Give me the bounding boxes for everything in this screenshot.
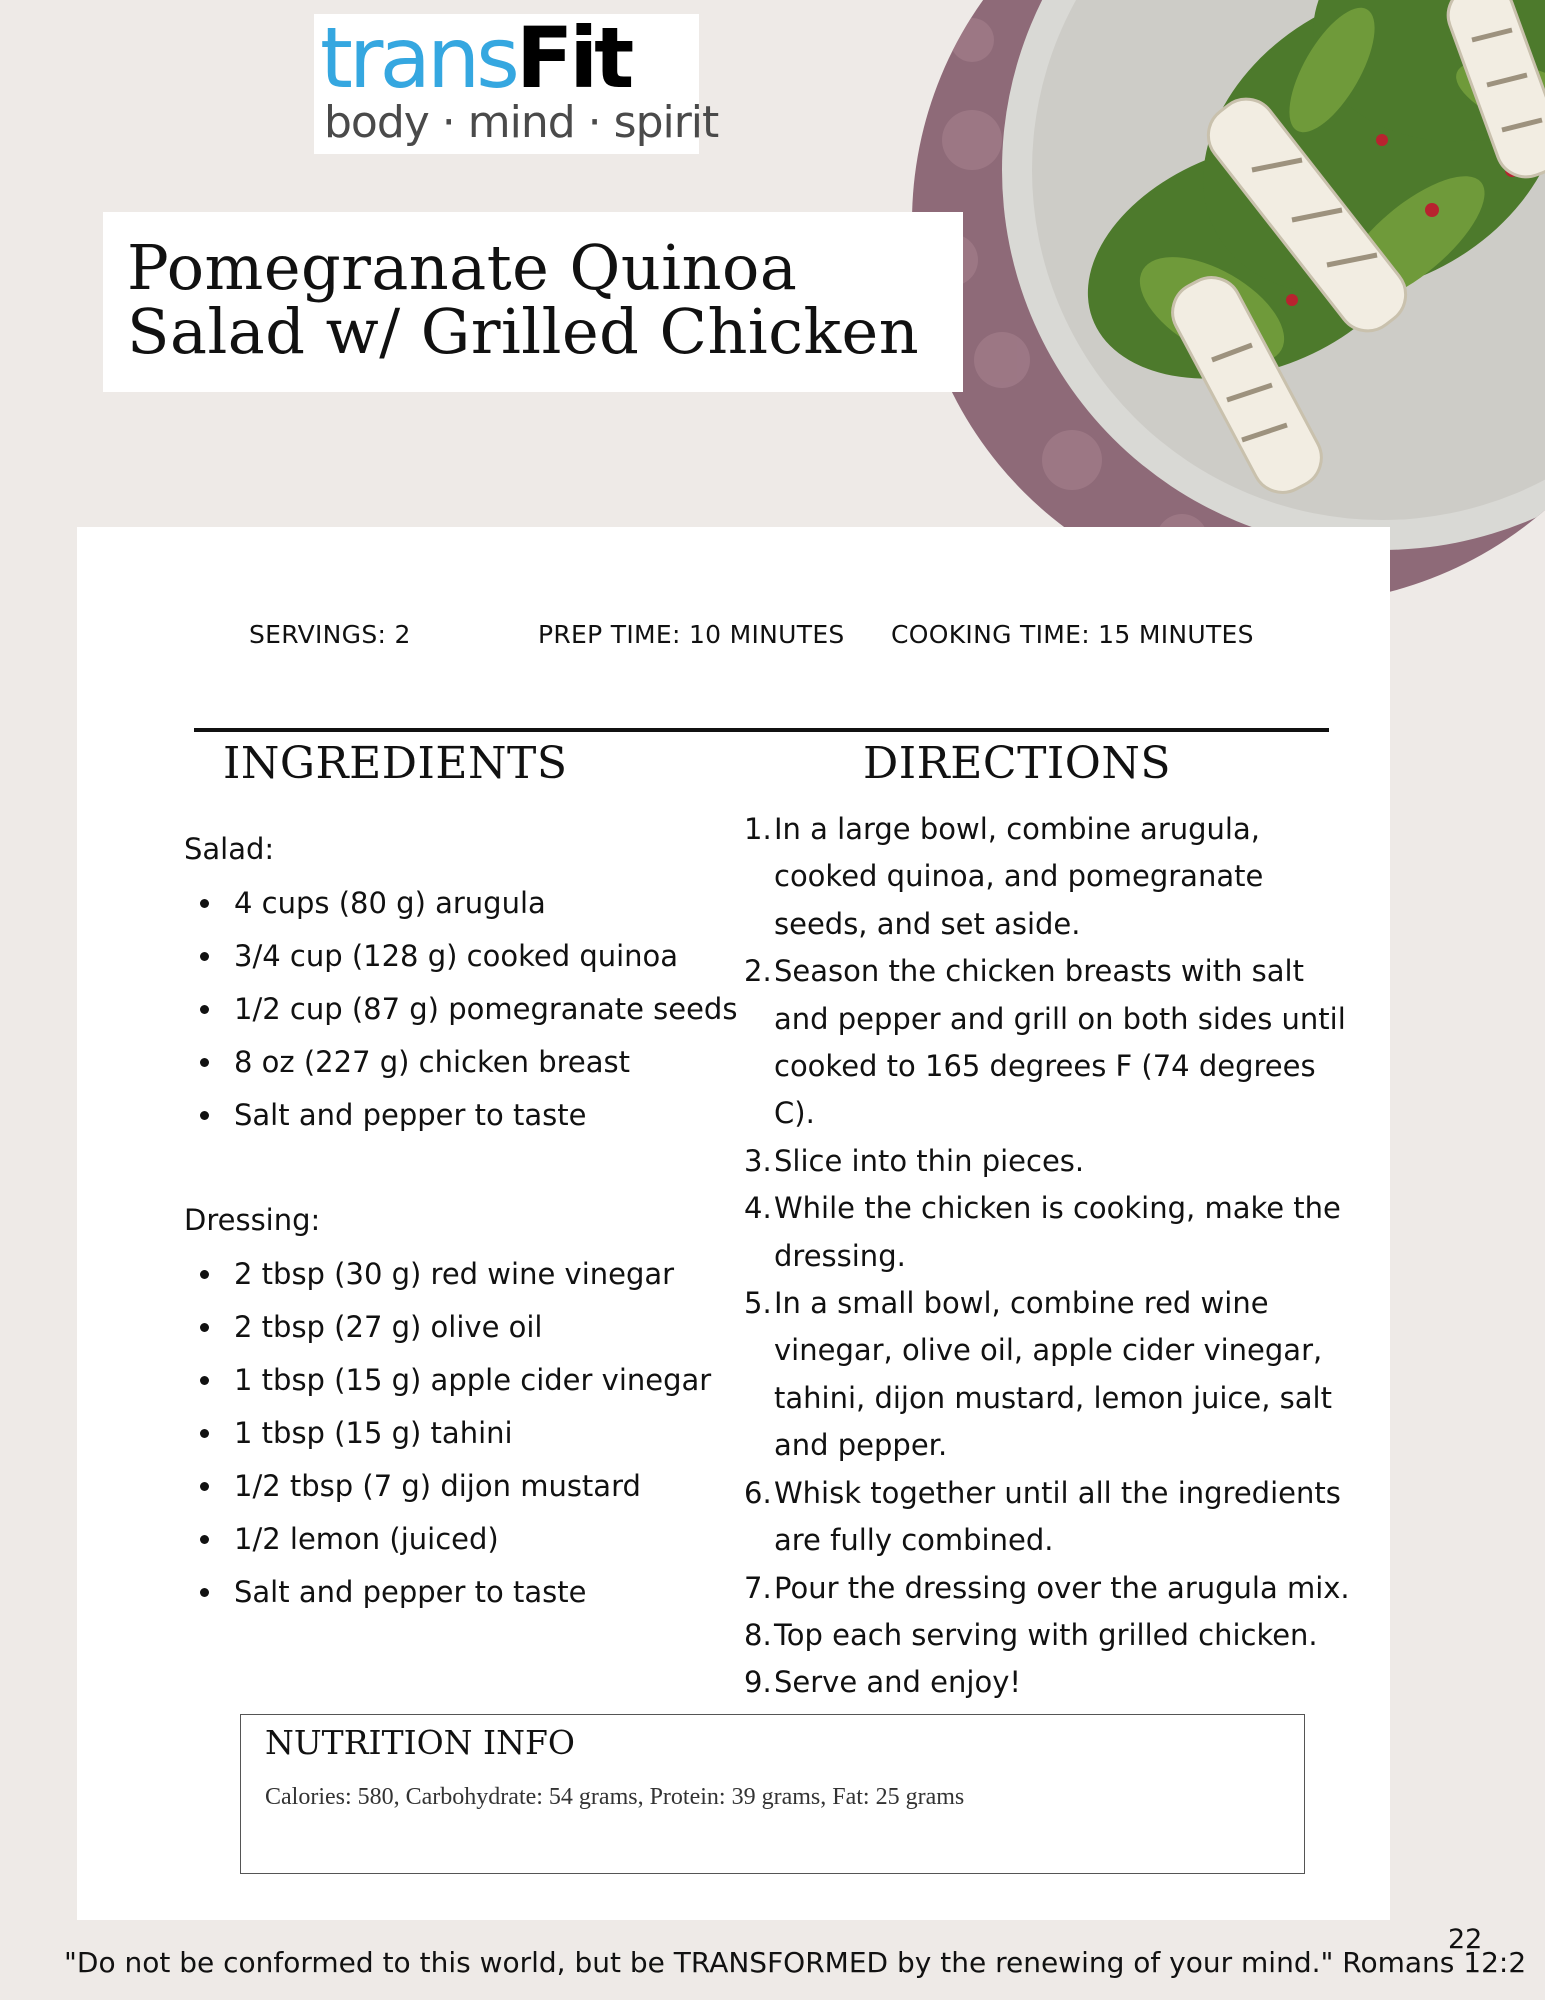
dressing-subheading: Dressing: [184, 1203, 321, 1237]
step-number: 8. [744, 1617, 772, 1652]
direction-step [744, 806, 1364, 948]
step-number: 5. [744, 1286, 772, 1321]
direction-step [744, 1138, 1364, 1185]
step-text: Whisk together until all the ingredients are fully combined. [774, 1475, 1341, 1558]
ingredient-item: 2 tbsp (30 g) red wine vinegar [184, 1256, 711, 1309]
ingredients-heading: INGREDIENTS [223, 738, 568, 789]
title-box [103, 212, 963, 392]
step-number: 3. [744, 1143, 772, 1178]
ingredient-item: 1 tbsp (15 g) apple cider vinegar [184, 1362, 711, 1415]
footer-quote: "Do not be conformed to this world, but be TRANSFORMED by the renewing of your mind." Romans 12:2 [64, 1946, 1527, 1979]
step-text: Serve and enjoy! [774, 1665, 1021, 1700]
ingredient-item: Salt and pepper to taste [184, 1574, 711, 1627]
step-number: 7. [744, 1570, 772, 1605]
direction-step [744, 1659, 1364, 1706]
step-number: 9. [744, 1665, 772, 1700]
logo-tagline: body · mind · spirit [324, 97, 719, 148]
brand-logo [314, 9, 719, 154]
nutrition-heading: NUTRITION INFO [265, 1723, 575, 1762]
ingredient-item: 3/4 cup (128 g) cooked quinoa [184, 938, 737, 991]
step-text: Slice into thin pieces. [774, 1143, 1085, 1178]
recipe-title: Pomegranate Quinoa Salad w/ Grilled Chicken [127, 231, 920, 368]
step-text: Season the chicken breasts with salt and pepper and grill on both sides until cooked to 165 degrees F (74 degrees C). [774, 954, 1346, 1131]
section-divider [194, 728, 1329, 732]
ingredient-item: Salt and pepper to taste [184, 1097, 737, 1150]
page-number: 22 [1448, 1924, 1483, 1955]
ingredient-item: 1/2 cup (87 g) pomegranate seeds [184, 991, 737, 1044]
direction-step [744, 1185, 1364, 1280]
step-text: In a small bowl, combine red wine vinegar, olive oil, apple cider vinegar, tahini, dijon mustard, lemon juice, salt and pepper. [774, 1286, 1332, 1463]
servings-label: SERVINGS: 2 [249, 620, 411, 649]
ingredient-item: 1/2 lemon (juiced) [184, 1521, 711, 1574]
salad-photo [912, 0, 1545, 604]
step-text: Pour the dressing over the arugula mix. [774, 1570, 1350, 1605]
directions-list [744, 806, 1364, 1707]
dressing-ingredient-list [184, 1256, 711, 1627]
nutrition-box [240, 1714, 1305, 1874]
step-number: 2. [744, 954, 772, 989]
ingredient-item: 8 oz (227 g) chicken breast [184, 1044, 737, 1097]
directions-heading: DIRECTIONS [863, 738, 1172, 789]
direction-step [744, 948, 1364, 1138]
salad-ingredient-list [184, 885, 737, 1150]
direction-step [744, 1565, 1364, 1612]
step-text: Top each serving with grilled chicken. [774, 1617, 1318, 1652]
direction-step [744, 1280, 1364, 1470]
nutrition-text: Calories: 580, Carbohydrate: 54 grams, Protein: 39 grams, Fat: 25 grams [265, 1784, 965, 1810]
step-number: 6. [744, 1475, 772, 1510]
step-number: 1. [744, 812, 772, 846]
prep-time-label: PREP TIME: 10 MINUTES [538, 620, 845, 649]
ingredient-item: 2 tbsp (27 g) olive oil [184, 1309, 711, 1362]
ingredient-item: 4 cups (80 g) arugula [184, 885, 737, 938]
logo-wordmark: transFit [320, 9, 631, 107]
ingredient-item: 1 tbsp (15 g) tahini [184, 1415, 711, 1468]
direction-step [744, 1612, 1364, 1659]
step-text: In a large bowl, combine arugula, cooked quinoa, and pomegranate seeds, and set aside. [774, 812, 1264, 941]
ingredient-item: 1/2 tbsp (7 g) dijon mustard [184, 1468, 711, 1521]
salad-subheading: Salad: [184, 832, 275, 866]
direction-step [744, 1470, 1364, 1565]
cooking-time-label: COOKING TIME: 15 MINUTES [891, 620, 1254, 649]
step-text: While the chicken is cooking, make the dressing. [774, 1191, 1341, 1273]
step-number: 4. [744, 1191, 772, 1226]
